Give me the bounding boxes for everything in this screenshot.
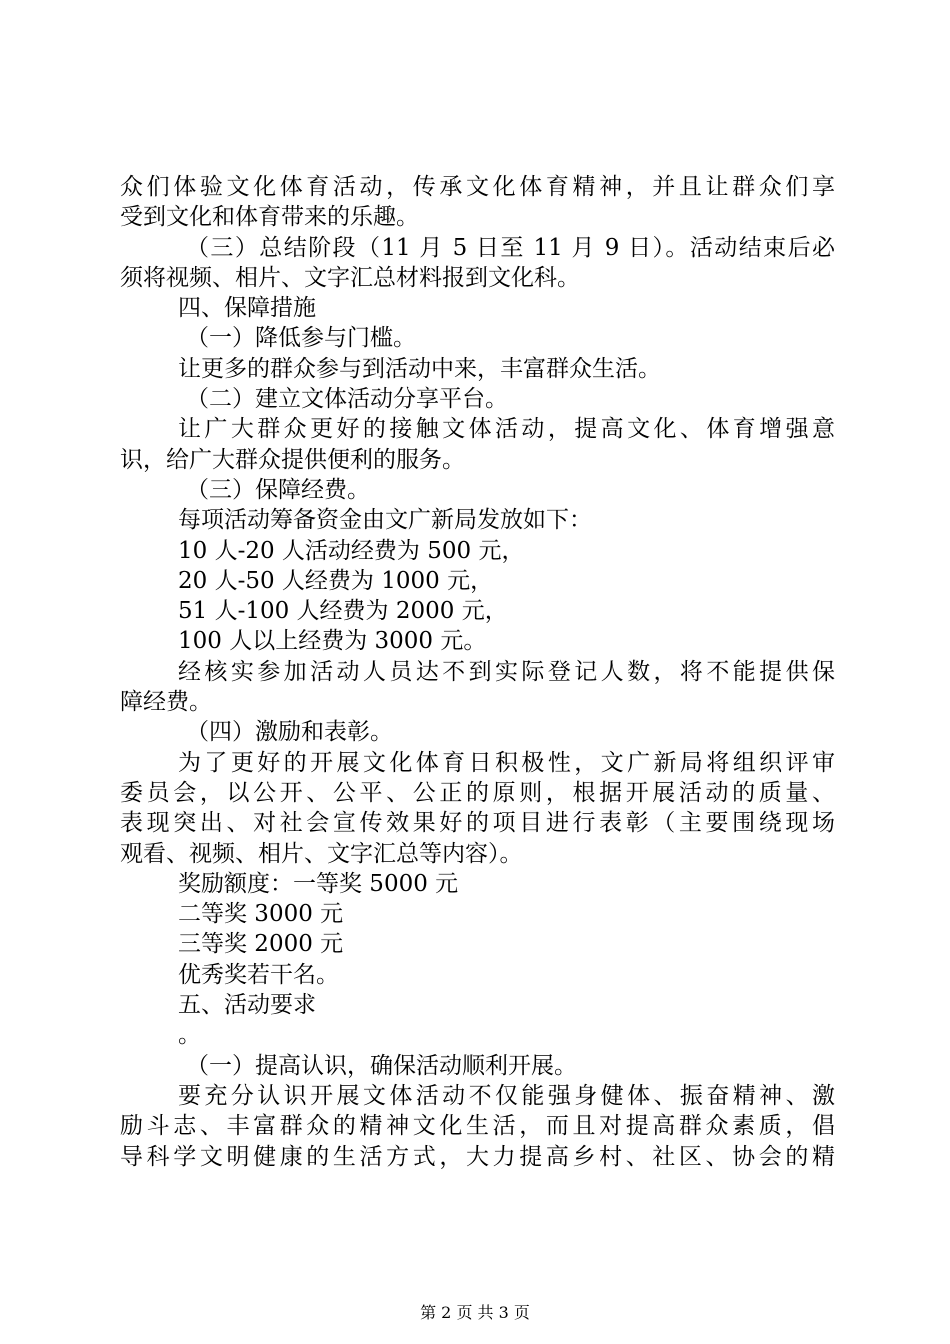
text-line: 要充分认识开展文体活动不仅能强身健体、振奋精神、激 [178, 1082, 835, 1109]
sub-heading: （三）保障经费。 [186, 476, 370, 503]
sub-heading: （四）激励和表彰。 [186, 719, 393, 746]
sub-heading: （二）建立文体活动分享平台。 [186, 386, 508, 413]
text-line: 识，给广大群众提供便利的服务。 [120, 446, 465, 473]
text-line: 导科学文明健康的生活方式，大力提高乡村、社区、协会的精 [120, 1143, 835, 1170]
text-line: 为了更好的开展文化体育日积极性，文广新局将组织评审 [178, 749, 835, 776]
text-line: 须将视频、相片、文字汇总材料报到文化科。 [120, 264, 580, 291]
text-line: 众们体验文化体育活动，传承文化体育精神，并且让群众们享 [120, 174, 835, 200]
page-number-footer: 第 2 页 共 3 页 [420, 1303, 530, 1322]
text-line: 受到文化和体育带来的乐趣。 [120, 204, 419, 231]
award-item: 二等奖 3000 元 [178, 901, 344, 928]
section-heading: 五、活动要求 [178, 992, 316, 1019]
funding-item: 10 人-20 人活动经费为 500 元， [178, 537, 525, 564]
text-line: 。 [178, 1022, 201, 1049]
text-line: 让更多的群众参与到活动中来，丰富群众生活。 [178, 355, 661, 382]
text-line: 经核实参加活动人员达不到实际登记人数，将不能提供保 [178, 658, 835, 685]
award-item: 三等奖 2000 元 [178, 931, 344, 958]
text-line: 表现突出、对社会宣传效果好的项目进行表彰（主要围绕现场 [120, 810, 835, 837]
text-line: 观看、视频、相片、文字汇总等内容）。 [120, 840, 523, 867]
award-item: 优秀奖若干名。 [178, 961, 339, 988]
text-line: 委员会，以公开、公平、公正的原则，根据开展活动的质量、 [120, 779, 835, 806]
funding-item: 20 人-50 人经费为 1000 元， [178, 567, 494, 594]
text-line: 每项活动筹备资金由文广新局发放如下： [178, 507, 592, 534]
section-heading: 四、保障措施 [178, 295, 316, 322]
funding-item: 100 人以上经费为 3000 元。 [178, 628, 487, 655]
text-line: 障经费。 [120, 689, 212, 716]
text-line: 让广大群众更好的接触文体活动，提高文化、体育增强意 [178, 416, 835, 443]
award-item: 奖励额度：一等奖 5000 元 [178, 870, 459, 897]
sub-heading: （一）提高认识，确保活动顺利开展。 [186, 1052, 577, 1079]
document-body [120, 172, 835, 1172]
funding-item: 51 人-100 人经费为 2000 元， [178, 598, 508, 625]
sub-heading: （一）降低参与门槛。 [186, 325, 416, 352]
text-line: 励斗志、丰富群众的精神文化生活，而且对提高群众素质，倡 [120, 1113, 835, 1140]
text-line: （三）总结阶段（11 月 5 日至 11 月 9 日）。活动结束后必 [186, 234, 835, 261]
